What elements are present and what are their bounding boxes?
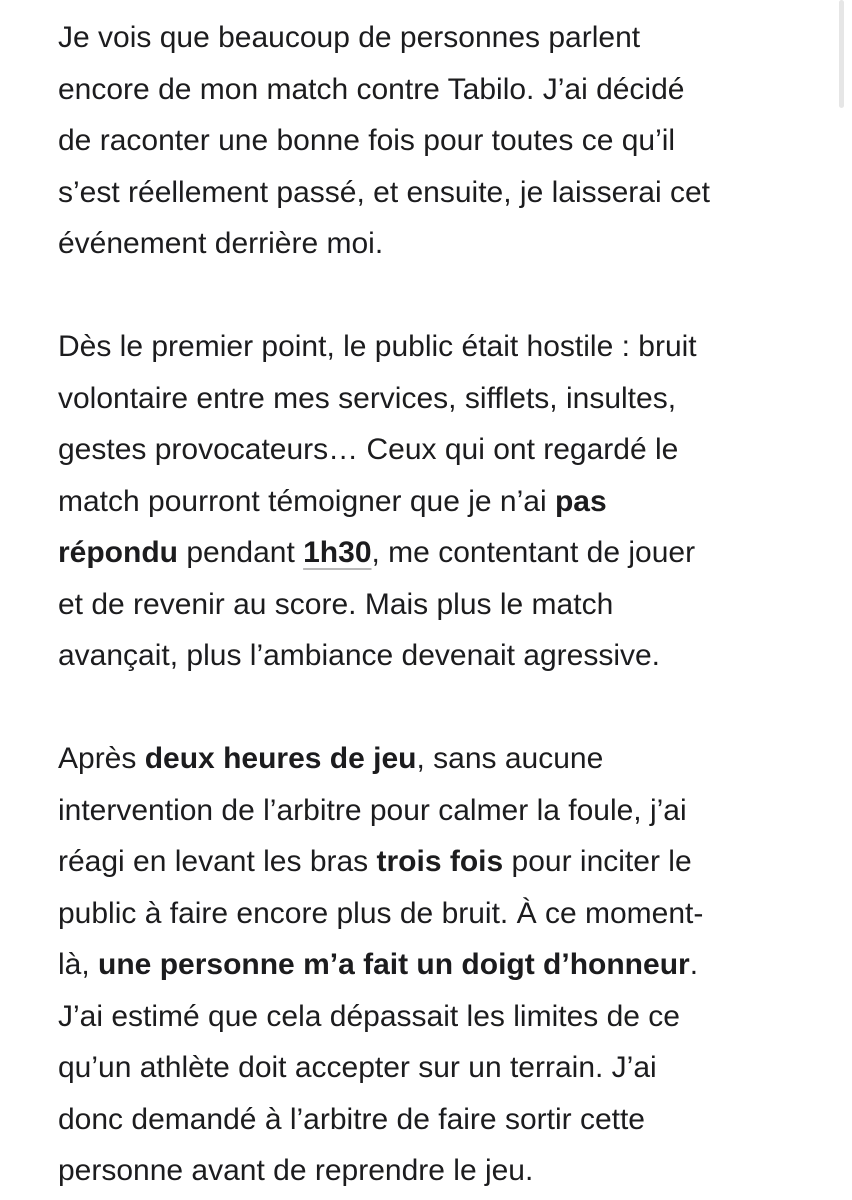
text-line: et de revenir au score. Mais plus le match: [58, 587, 614, 621]
text-line: [58, 476, 818, 528]
bold-text: trois fois: [376, 845, 504, 878]
text-line: gestes provocateurs… Ceux qui ont regardé le: [58, 433, 679, 466]
text-span: , sans aucune: [416, 742, 604, 775]
bold-text: répondu: [58, 536, 178, 569]
article-body: [58, 12, 818, 1197]
bold-text: deux heures de jeu: [144, 742, 417, 775]
text-span: pendant: [178, 536, 304, 569]
text-span: là,: [58, 948, 99, 981]
text-span: match pourront témoigner que je n’ai: [58, 484, 555, 518]
text-line: événement derrière moi.: [58, 227, 384, 260]
text-line: [58, 939, 818, 991]
text-line: encore de mon match contre Tabilo. J’ai décidé: [58, 72, 685, 106]
text-line: volontaire entre mes services, sifflets, insultes,: [58, 381, 677, 415]
text-line: Dès le premier point, le public était hostile : bruit: [58, 330, 697, 363]
text-line: personne avant de reprendre le jeu.: [58, 1154, 534, 1187]
bold-text: une personne m’a fait un doigt d’honneur: [98, 948, 690, 981]
duration-link[interactable]: 1h30: [303, 536, 372, 569]
text-span: Après: [58, 742, 145, 775]
text-line: qu’un athlète doit accepter sur un terrain. J’ai: [58, 1051, 657, 1084]
text-line: de raconter une bonne fois pour toutes ce qu’il: [58, 124, 676, 157]
text-span: .: [689, 948, 699, 981]
text-line: public à faire encore plus de bruit. À ce moment-: [58, 896, 704, 930]
text-line: intervention de l’arbitre pour calmer la foule, j’ai: [58, 793, 687, 827]
scrollbar[interactable]: [839, 0, 844, 108]
paragraph-3: [58, 733, 818, 1197]
text-line: [58, 527, 818, 579]
paragraph-1: [58, 12, 818, 270]
text-line: Je vois que beaucoup de personnes parlent: [58, 21, 641, 54]
text-line: [58, 836, 818, 888]
text-span: réagi en levant les bras: [58, 845, 377, 878]
text-line: avançait, plus l’ambiance devenait agressive.: [58, 639, 661, 672]
bold-text: pas: [554, 484, 607, 518]
text-line: s’est réellement passé, et ensuite, je laisserai cet: [58, 175, 710, 209]
text-span: pour inciter le: [503, 845, 692, 878]
paragraph-2: [58, 321, 818, 682]
text-line: [58, 733, 818, 785]
text-line: J’ai estimé que cela dépassait les limites de ce: [58, 999, 680, 1033]
text-line: donc demandé à l’arbitre de faire sortir cette: [58, 1102, 645, 1136]
text-span: , me contentant de jouer: [371, 536, 696, 569]
